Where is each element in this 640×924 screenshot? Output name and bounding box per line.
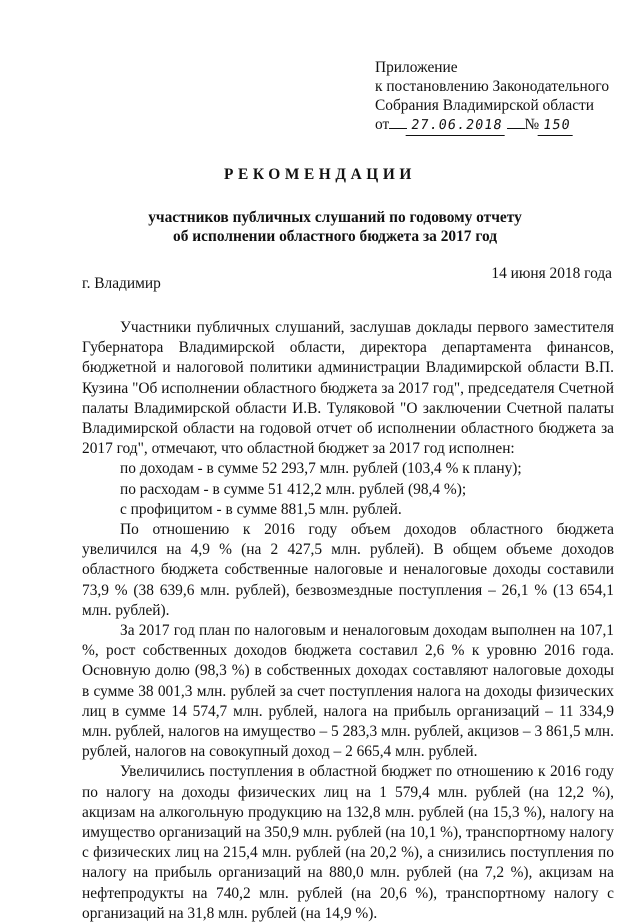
- city: г. Владимир: [82, 275, 161, 292]
- appendix-date-line: [375, 115, 615, 136]
- paragraph-4: Увеличились поступления в областной бюджет по отношению к 2016 году по налогу на доходы физических лиц на 1 579,4 млн. рублей (на 12,2 %), акцизам на алкогольную продукцию на 132,8 млн. рублей (на 15,3 %), налогу на имущество организаций на 350,9 млн. рублей (на 10,1 %), транспортному налогу с физических лиц на 215,4 млн. рублей (на 20,2 %), а снизились поступления по налогу на прибыль организаций на 880,0 млн. рублей (на 7,2 %), акцизам на нефтепродукты на 740,2 млн. рублей (на 20,6 %), транспортному налогу с организаций на 31,8 млн. рублей (на 14,9 %).: [82, 763, 614, 922]
- date-underline-left: [389, 128, 407, 129]
- appendix-line-1: Приложение: [375, 59, 458, 76]
- subtitle-line-2: об исполнении областного бюджета за 2017 год: [173, 228, 497, 245]
- date-prefix: от: [375, 116, 390, 133]
- document-date: 14 июня 2018 года: [491, 265, 612, 282]
- appendix-block: [375, 58, 615, 136]
- document-title: РЕКОМЕНДАЦИИ: [224, 166, 416, 183]
- document-body: [82, 318, 614, 924]
- list-item-surplus: с профицитом - в сумме 881,5 млн. рублей.: [120, 500, 402, 518]
- subtitle-line-1: участников публичных слушаний по годовому отчету: [148, 209, 522, 226]
- paragraph-3: За 2017 год план по налоговым и неналоговым доходам выполнен на 107,1 %, рост собственных доходов бюджета составил 2,6 % к уровню 2016 года. Основную долю (98,3 %) в собственных доходах составляют налоговые доходы в сумме 38 001,3 млн. рублей за счет поступления налога на доходы физических лиц в сумме 14 574,7 млн. рублей, налога на прибыль организаций – 11 334,9 млн. рублей, налогов на имущество – 5 283,3 млн. рублей, акцизов – 3 861,5 млн. рублей, налогов на совокупный доход – 2 665,4 млн. рублей.: [82, 622, 614, 761]
- list-item-expenses: по расходам - в сумме 51 412,2 млн. рублей (98,4 %);: [120, 480, 467, 498]
- appendix-line-2: к постановлению Законодательного: [375, 78, 610, 95]
- document-subtitle: [100, 208, 570, 246]
- paragraph-2: По отношению к 2016 году объем доходов областного бюджета увеличился на 4,9 % (на 2 427,5 млн. рублей). В общем объеме доходов областного бюджета собственные налоговые и неналоговые доходы составили 73,9 % (38 639,6 млн. рублей), безвозмездные поступления – 26,1 % (13 654,1 млн. рублей).: [82, 521, 614, 619]
- number-prefix: №: [524, 116, 540, 133]
- appendix-line-3: Собрания Владимирской области: [375, 97, 594, 114]
- list-item-income: по доходам - в сумме 52 293,7 млн. рублей (103,4 % к плану);: [120, 460, 522, 478]
- paragraph-1: Участники публичных слушаний, заслушав доклады первого заместителя Губернатора Владимирской области, директора департамента финансов, бюджетной и налоговой политики администрации Владимирской области В.П. Кузина "Об исполнении областного бюджета за 2017 год", председателя Счетной палаты Владимирской области И.В. Туляковой "О заключении Счетной палаты Владимирской области на годовой отчет об исполнении областного бюджета за 2017 год", отмечают, что областной бюджет за 2017 год исполнен:: [82, 319, 614, 458]
- handwritten-date: 27.06.2018: [406, 116, 508, 136]
- date-underline-right: [507, 128, 525, 129]
- handwritten-number: 150: [538, 116, 576, 136]
